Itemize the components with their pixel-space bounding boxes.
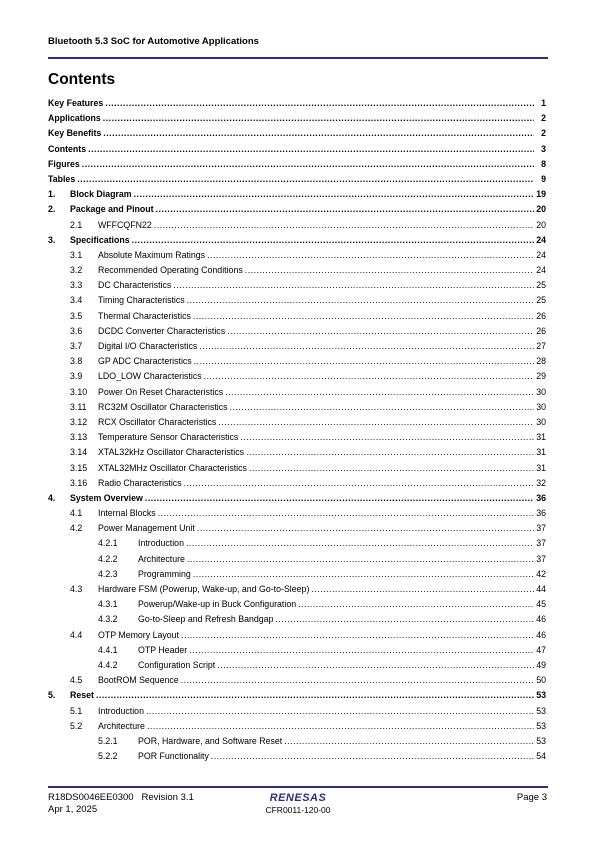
toc-entry-number: 4.4.1 <box>98 644 118 655</box>
toc-entry-page[interactable]: 37 <box>536 523 546 534</box>
toc-entry[interactable] <box>48 658 546 673</box>
toc-entry-title[interactable]: OTP Memory Layout <box>98 629 179 640</box>
toc-entry[interactable] <box>48 597 546 612</box>
footer-logo-block <box>248 792 348 816</box>
toc-entry-number: 5.2 <box>70 720 83 731</box>
toc-entry-title[interactable]: Key Benefits <box>48 128 102 139</box>
toc-entry-page[interactable]: 30 <box>536 401 546 412</box>
toc-dot-leader <box>96 688 534 703</box>
toc-entry-page[interactable]: 47 <box>536 644 546 655</box>
toc-entry[interactable] <box>48 339 546 354</box>
toc-dot-leader <box>103 111 534 126</box>
toc-entry[interactable] <box>48 309 546 324</box>
table-of-contents <box>48 96 546 764</box>
toc-dot-leader <box>227 324 534 339</box>
toc-entry-title[interactable]: Power On Reset Characteristics <box>98 386 224 397</box>
toc-entry[interactable] <box>48 628 546 643</box>
toc-dot-leader <box>132 233 534 248</box>
toc-dot-leader <box>211 749 534 764</box>
toc-dot-leader <box>187 293 534 308</box>
toc-entry-page[interactable]: 46 <box>536 614 546 625</box>
toc-entry-page[interactable]: 49 <box>536 659 546 670</box>
toc-entry-page[interactable]: 24 <box>536 234 546 245</box>
toc-entry-page[interactable]: 3 <box>541 143 546 154</box>
toc-entry-title[interactable]: System Overview <box>70 492 143 503</box>
toc-entry-page[interactable]: 53 <box>536 720 546 731</box>
toc-entry-title[interactable]: Timing Characteristics <box>98 295 185 306</box>
toc-entry-title[interactable]: Hardware FSM (Powerup, Wake-up, and Go-to-Sleep) <box>98 584 310 594</box>
toc-dot-leader <box>147 719 534 734</box>
toc-entry[interactable] <box>48 521 546 536</box>
toc-dot-leader <box>207 248 534 263</box>
toc-entry-number: 3.2 <box>70 265 83 276</box>
toc-entry-page[interactable]: 32 <box>536 477 546 488</box>
renesas-logo: RENESAS <box>269 792 327 804</box>
toc-dot-leader <box>186 536 534 551</box>
toc-entry-page[interactable]: 42 <box>536 568 546 579</box>
toc-entry-number: 3.5 <box>70 310 83 321</box>
toc-entry-number: 4.3 <box>70 584 83 594</box>
toc-entry-page[interactable]: 8 <box>541 158 546 169</box>
running-header-title: Bluetooth 5.3 SoC for Automotive Applications <box>48 36 259 47</box>
toc-dot-leader <box>275 612 534 627</box>
toc-entry-title[interactable]: Configuration Script <box>138 659 216 670</box>
toc-entry[interactable] <box>48 536 546 551</box>
toc-entry-title[interactable]: DC Characteristics <box>98 280 172 291</box>
toc-entry[interactable] <box>48 324 546 339</box>
toc-entry-page[interactable]: 50 <box>536 675 546 686</box>
toc-entry[interactable] <box>48 734 546 749</box>
toc-entry[interactable] <box>48 142 546 157</box>
toc-entry-number: 3.16 <box>70 477 88 488</box>
toc-entry[interactable] <box>48 111 546 126</box>
toc-entry-title[interactable]: Internal Blocks <box>98 508 156 519</box>
toc-dot-leader <box>77 172 534 187</box>
toc-entry-page[interactable]: 37 <box>536 553 546 564</box>
toc-entry-number: 3.15 <box>70 462 88 473</box>
toc-entry-title[interactable]: BootROM Sequence <box>98 675 179 686</box>
toc-dot-leader <box>298 597 534 612</box>
toc-entry-title[interactable]: Programming <box>138 568 191 579</box>
toc-entry-title[interactable]: RC32M Oscillator Characteristics <box>98 401 228 412</box>
toc-entry-page[interactable]: 29 <box>536 371 546 382</box>
toc-entry[interactable] <box>48 187 546 202</box>
toc-entry-number: 3.10 <box>70 386 88 397</box>
toc-entry-page[interactable]: 20 <box>536 219 546 230</box>
toc-entry-number: 3.12 <box>70 416 88 427</box>
toc-entry-page[interactable]: 2 <box>541 113 546 124</box>
toc-entry[interactable] <box>48 476 546 491</box>
toc-dot-leader <box>134 187 534 202</box>
toc-entry-title[interactable]: OTP Header <box>138 644 188 655</box>
toc-entry-number: 3.3 <box>70 280 83 291</box>
toc-entry-page[interactable]: 31 <box>536 447 546 458</box>
toc-entry-title[interactable]: WFFCQFN22 <box>98 219 152 230</box>
toc-entry-title[interactable]: Contents <box>48 143 87 154</box>
toc-entry-number: 4.2.1 <box>98 538 118 549</box>
toc-entry-page[interactable]: 37 <box>536 538 546 549</box>
toc-entry[interactable] <box>48 293 546 308</box>
toc-entry-title[interactable]: DCDC Converter Characteristics <box>98 325 226 336</box>
toc-entry-number: 4.1 <box>70 508 83 519</box>
toc-entry-page[interactable]: 25 <box>536 295 546 306</box>
toc-entry-number: 3.8 <box>70 356 83 367</box>
toc-dot-leader <box>225 385 534 400</box>
toc-entry-title[interactable]: Introduction <box>138 538 184 549</box>
toc-dot-leader <box>158 506 534 521</box>
toc-dot-leader <box>217 658 534 673</box>
toc-dot-leader <box>103 126 534 141</box>
toc-entry-page[interactable]: 54 <box>536 751 546 762</box>
toc-entry-number: 2. <box>48 204 56 215</box>
toc-entry-title[interactable]: Key Features <box>48 98 104 108</box>
toc-entry-number: 3.9 <box>70 371 83 382</box>
toc-entry[interactable] <box>48 445 546 460</box>
toc-entry[interactable] <box>48 719 546 734</box>
toc-entry-number: 4.5 <box>70 675 83 686</box>
toc-entry-page[interactable]: 24 <box>536 249 546 260</box>
toc-dot-leader <box>204 369 534 384</box>
toc-entry[interactable] <box>48 415 546 430</box>
toc-dot-leader <box>184 476 534 491</box>
toc-entry-title[interactable]: Architecture <box>98 720 145 731</box>
header-rule <box>48 57 548 59</box>
toc-entry[interactable] <box>48 506 546 521</box>
toc-entry-page[interactable]: 30 <box>536 386 546 397</box>
toc-dot-leader <box>181 673 534 688</box>
toc-dot-leader <box>230 400 534 415</box>
toc-entry-number: 4.2 <box>70 523 83 534</box>
toc-entry-page[interactable]: 26 <box>536 325 546 336</box>
toc-entry-title[interactable]: Radio Characteristics <box>98 477 182 488</box>
toc-entry-number: 4.2.3 <box>98 568 118 579</box>
toc-dot-leader <box>245 263 534 278</box>
footer-rule <box>48 786 548 788</box>
toc-entry-title[interactable]: XTAL32MHz Oscillator Characteristics <box>98 462 247 473</box>
toc-entry-title[interactable]: GP ADC Characteristics <box>98 356 192 367</box>
toc-entry-title[interactable]: Powerup/Wake-up in Buck Configuration <box>138 599 297 610</box>
toc-dot-leader <box>249 461 534 476</box>
toc-dot-leader <box>194 354 534 369</box>
toc-dot-leader <box>189 643 534 658</box>
toc-entry-page[interactable]: 27 <box>536 341 546 351</box>
toc-entry-title[interactable]: Architecture <box>138 553 185 564</box>
toc-entry[interactable] <box>48 704 546 719</box>
toc-entry-page[interactable]: 20 <box>536 204 546 215</box>
toc-entry-title[interactable]: Digital I/O Characteristics <box>98 341 198 351</box>
toc-entry-title[interactable]: LDO_LOW Characteristics <box>98 371 202 382</box>
page-title: Contents <box>48 71 116 88</box>
toc-entry-page[interactable]: 45 <box>536 599 546 610</box>
toc-entry-page[interactable]: 24 <box>536 265 546 276</box>
toc-dot-leader <box>173 278 534 293</box>
toc-entry-title[interactable]: Go-to-Sleep and Refresh Bandgap <box>138 614 274 625</box>
toc-entry-number: 3.11 <box>70 401 87 412</box>
toc-entry-number: 4.4.2 <box>98 659 118 670</box>
toc-dot-leader <box>284 734 534 749</box>
toc-entry-page[interactable]: 36 <box>536 492 546 503</box>
toc-entry-page[interactable]: 31 <box>536 462 546 473</box>
toc-entry-title[interactable]: Figures <box>48 158 80 169</box>
toc-entry-title[interactable]: XTAL32kHz Oscillator Characteristics <box>98 447 245 458</box>
toc-entry[interactable] <box>48 673 546 688</box>
toc-entry[interactable] <box>48 263 546 278</box>
toc-dot-leader <box>311 582 534 597</box>
toc-entry-number: 5.1 <box>70 705 83 716</box>
toc-entry-page[interactable]: 44 <box>536 584 546 594</box>
toc-dot-leader <box>199 339 534 354</box>
toc-entry-number: 5. <box>48 690 56 701</box>
toc-entry-number: 3.1 <box>70 249 83 260</box>
toc-entry[interactable] <box>48 688 546 703</box>
footer-doc-number: R18DS0046EE0300 <box>48 792 134 803</box>
toc-entry-number: 5.2.2 <box>98 751 118 762</box>
toc-entry[interactable] <box>48 749 546 764</box>
toc-entry-title[interactable]: Specifications <box>70 234 130 245</box>
toc-entry-page[interactable]: 9 <box>541 173 546 184</box>
toc-entry-number: 4. <box>48 492 56 503</box>
toc-entry-page[interactable]: 2 <box>541 128 546 139</box>
toc-entry[interactable] <box>48 400 546 415</box>
toc-entry-title[interactable]: RCX Oscillator Characteristics <box>98 416 217 427</box>
toc-entry-title[interactable]: Temperature Sensor Characteristics <box>98 432 239 443</box>
toc-entry-page[interactable]: 31 <box>536 432 546 443</box>
toc-dot-leader <box>240 430 534 445</box>
toc-entry[interactable] <box>48 157 546 172</box>
toc-entry[interactable] <box>48 612 546 627</box>
toc-entry[interactable] <box>48 552 546 567</box>
toc-entry[interactable] <box>48 202 546 217</box>
footer-date: Apr 1, 2025 <box>48 804 98 815</box>
toc-entry[interactable] <box>48 354 546 369</box>
toc-dot-leader <box>187 552 534 567</box>
toc-entry-page[interactable]: 46 <box>536 629 546 640</box>
toc-entry-page[interactable]: 1 <box>541 98 546 108</box>
toc-dot-leader <box>145 491 534 506</box>
toc-entry-number: 3.13 <box>70 432 88 443</box>
toc-entry-title[interactable]: Power Management Unit <box>98 523 195 534</box>
toc-dot-leader <box>146 704 534 719</box>
toc-dot-leader <box>193 567 534 582</box>
toc-entry-page[interactable]: 53 <box>536 735 546 746</box>
toc-entry[interactable] <box>48 582 546 597</box>
toc-entry-title[interactable]: POR, Hardware, and Software Reset <box>138 735 283 746</box>
toc-entry[interactable] <box>48 430 546 445</box>
toc-dot-leader <box>181 628 534 643</box>
toc-entry-title[interactable]: Introduction <box>98 705 144 716</box>
toc-entry-page[interactable]: 26 <box>536 310 546 321</box>
toc-entry-title[interactable]: Thermal Characteristics <box>98 310 191 321</box>
toc-entry-page[interactable]: 53 <box>536 705 546 716</box>
toc-entry-page[interactable]: 36 <box>536 508 546 519</box>
toc-entry-number: 5.2.1 <box>98 735 118 746</box>
toc-entry-title[interactable]: Recommended Operating Conditions <box>98 265 243 276</box>
toc-entry[interactable] <box>48 491 546 506</box>
toc-entry-page[interactable]: 19 <box>536 189 546 200</box>
toc-entry-number: 4.2.2 <box>98 553 118 564</box>
toc-entry-title[interactable]: Package and Pinout <box>70 204 154 215</box>
toc-entry-number: 4.4 <box>70 629 83 640</box>
toc-entry[interactable] <box>48 385 546 400</box>
toc-entry-number: 3. <box>48 234 56 245</box>
toc-entry-title[interactable]: Reset <box>70 690 94 701</box>
footer-doc-info <box>48 792 194 816</box>
toc-entry[interactable] <box>48 643 546 658</box>
toc-entry-title[interactable]: POR Functionality <box>138 751 209 762</box>
toc-entry-number: 2.1 <box>70 219 83 230</box>
toc-dot-leader <box>193 309 534 324</box>
toc-dot-leader <box>246 445 534 460</box>
toc-entry-title[interactable]: Absolute Maximum Ratings <box>98 249 206 260</box>
toc-entry-number: 3.4 <box>70 295 83 306</box>
toc-dot-leader <box>88 142 534 157</box>
toc-dot-leader <box>156 202 534 217</box>
toc-dot-leader <box>197 521 534 536</box>
toc-entry[interactable] <box>48 233 546 248</box>
toc-entry-title[interactable]: Tables <box>48 173 76 184</box>
footer-revision: Revision 3.1 <box>141 792 194 803</box>
toc-dot-leader <box>154 218 534 233</box>
toc-entry-number: 3.6 <box>70 325 83 336</box>
toc-entry-page[interactable]: 28 <box>536 356 546 367</box>
toc-entry[interactable] <box>48 461 546 476</box>
toc-entry[interactable] <box>48 248 546 263</box>
toc-entry-number: 1. <box>48 189 56 200</box>
toc-entry[interactable] <box>48 567 546 582</box>
footer-form-code: CFR0011-120-00 <box>265 805 331 815</box>
toc-entry-number: 3.7 <box>70 341 83 351</box>
toc-entry[interactable] <box>48 126 546 141</box>
toc-entry-number: 4.3.1 <box>98 599 118 610</box>
toc-entry-page[interactable]: 53 <box>536 690 546 701</box>
toc-entry-number: 4.3.2 <box>98 614 118 625</box>
toc-entry-title[interactable]: Block Diagram <box>70 189 132 200</box>
toc-entry[interactable] <box>48 96 546 111</box>
toc-entry[interactable] <box>48 172 546 187</box>
toc-entry[interactable] <box>48 278 546 293</box>
toc-dot-leader <box>105 96 534 111</box>
toc-entry[interactable] <box>48 369 546 384</box>
toc-dot-leader <box>218 415 534 430</box>
toc-dot-leader <box>82 157 534 172</box>
toc-entry[interactable] <box>48 218 546 233</box>
toc-entry-page[interactable]: 30 <box>536 416 546 427</box>
toc-entry-title[interactable]: Applications <box>48 113 101 124</box>
toc-entry-page[interactable]: 25 <box>536 280 546 291</box>
toc-entry-number: 3.14 <box>70 447 88 458</box>
footer-page-number: Page 3 <box>516 792 547 803</box>
